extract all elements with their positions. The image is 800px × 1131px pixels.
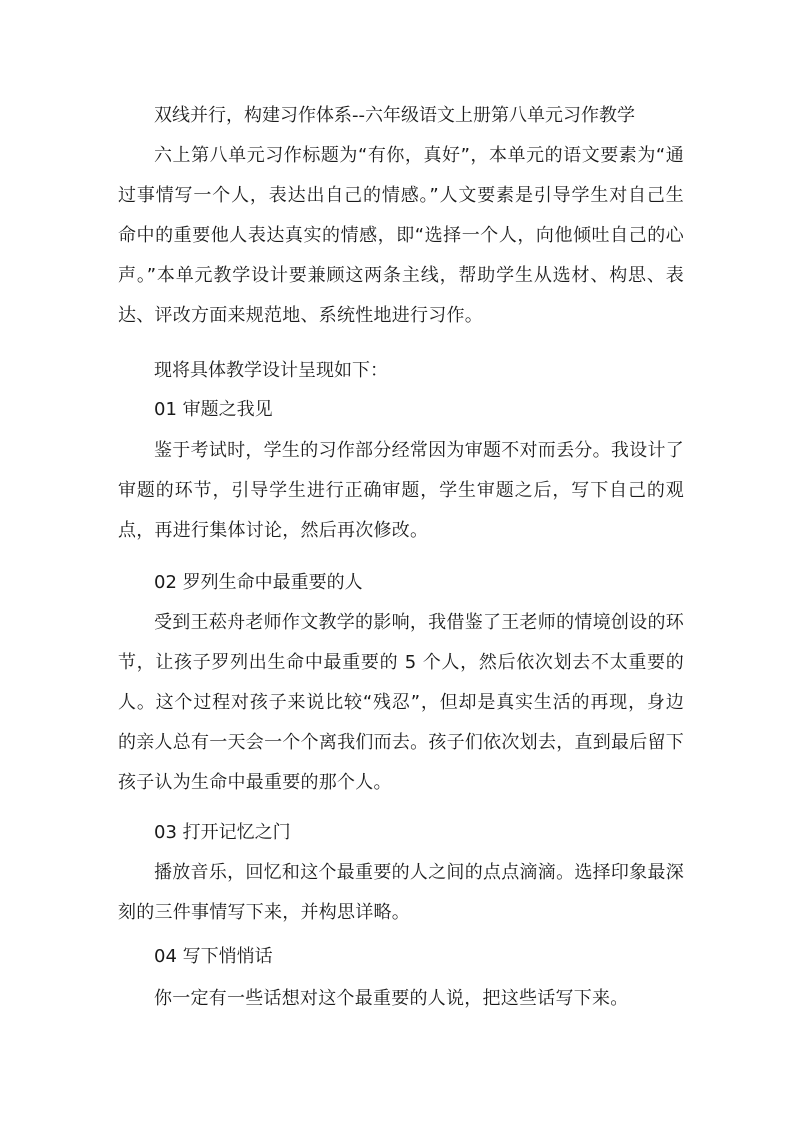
section-body: 鉴于考试时，学生的习作部分经常因为审题不对而丢分。我设计了审题的环节，引导学生进行正确审题，学生审题之后，写下自己的观点，再进行集体讨论，然后再次修改。 (118, 440, 684, 541)
section-body: 受到王菘舟老师作文教学的影响，我借鉴了王老师的情境创设的环节，让孩子罗列出生命中最重要的 5 个人，然后依次划去不太重要的人。这个过程对孩子来说比较“残忍”，但却是真实生活的再现，身边的亲人总有一天会一个个离我们而去。孩子们依次划去，直到最后留下孩子认为生命中最重要的那个人。 (118, 612, 684, 793)
section-body: 你一定有一些话想对这个最重要的人说，把这些话写下来。 (154, 988, 629, 1009)
section-heading: 01 审题之我见 (154, 399, 273, 420)
intro-paragraph: 六上第八单元习作标题为“有你，真好”，本单元的语文要素为“通过事情写一个人，表达出自己的情感。”人文要素是引导学生对自己生命中的重要他人表达真实的情感，即“选择一个人，向他倾吐自己的心声。”本单元教学设计要兼顾这两条主线，帮助学生从选材、构思、表达、评改方面来规范地、系统性地进行习作。 (118, 145, 684, 326)
section-heading: 04 写下悄悄话 (154, 946, 273, 967)
section-heading: 03 打开记忆之门 (154, 822, 291, 843)
section-body: 播放音乐，回忆和这个最重要的人之间的点点滴滴。选择印象最深刻的三件事情写下来，并构思详略。 (118, 862, 684, 923)
lead-sentence: 现将具体教学设计呈现如下： (154, 360, 388, 381)
section-heading: 02 罗列生命中最重要的人 (154, 572, 363, 593)
document-title: 双线并行，构建习作体系--六年级语文上册第八单元习作教学 (154, 105, 635, 126)
